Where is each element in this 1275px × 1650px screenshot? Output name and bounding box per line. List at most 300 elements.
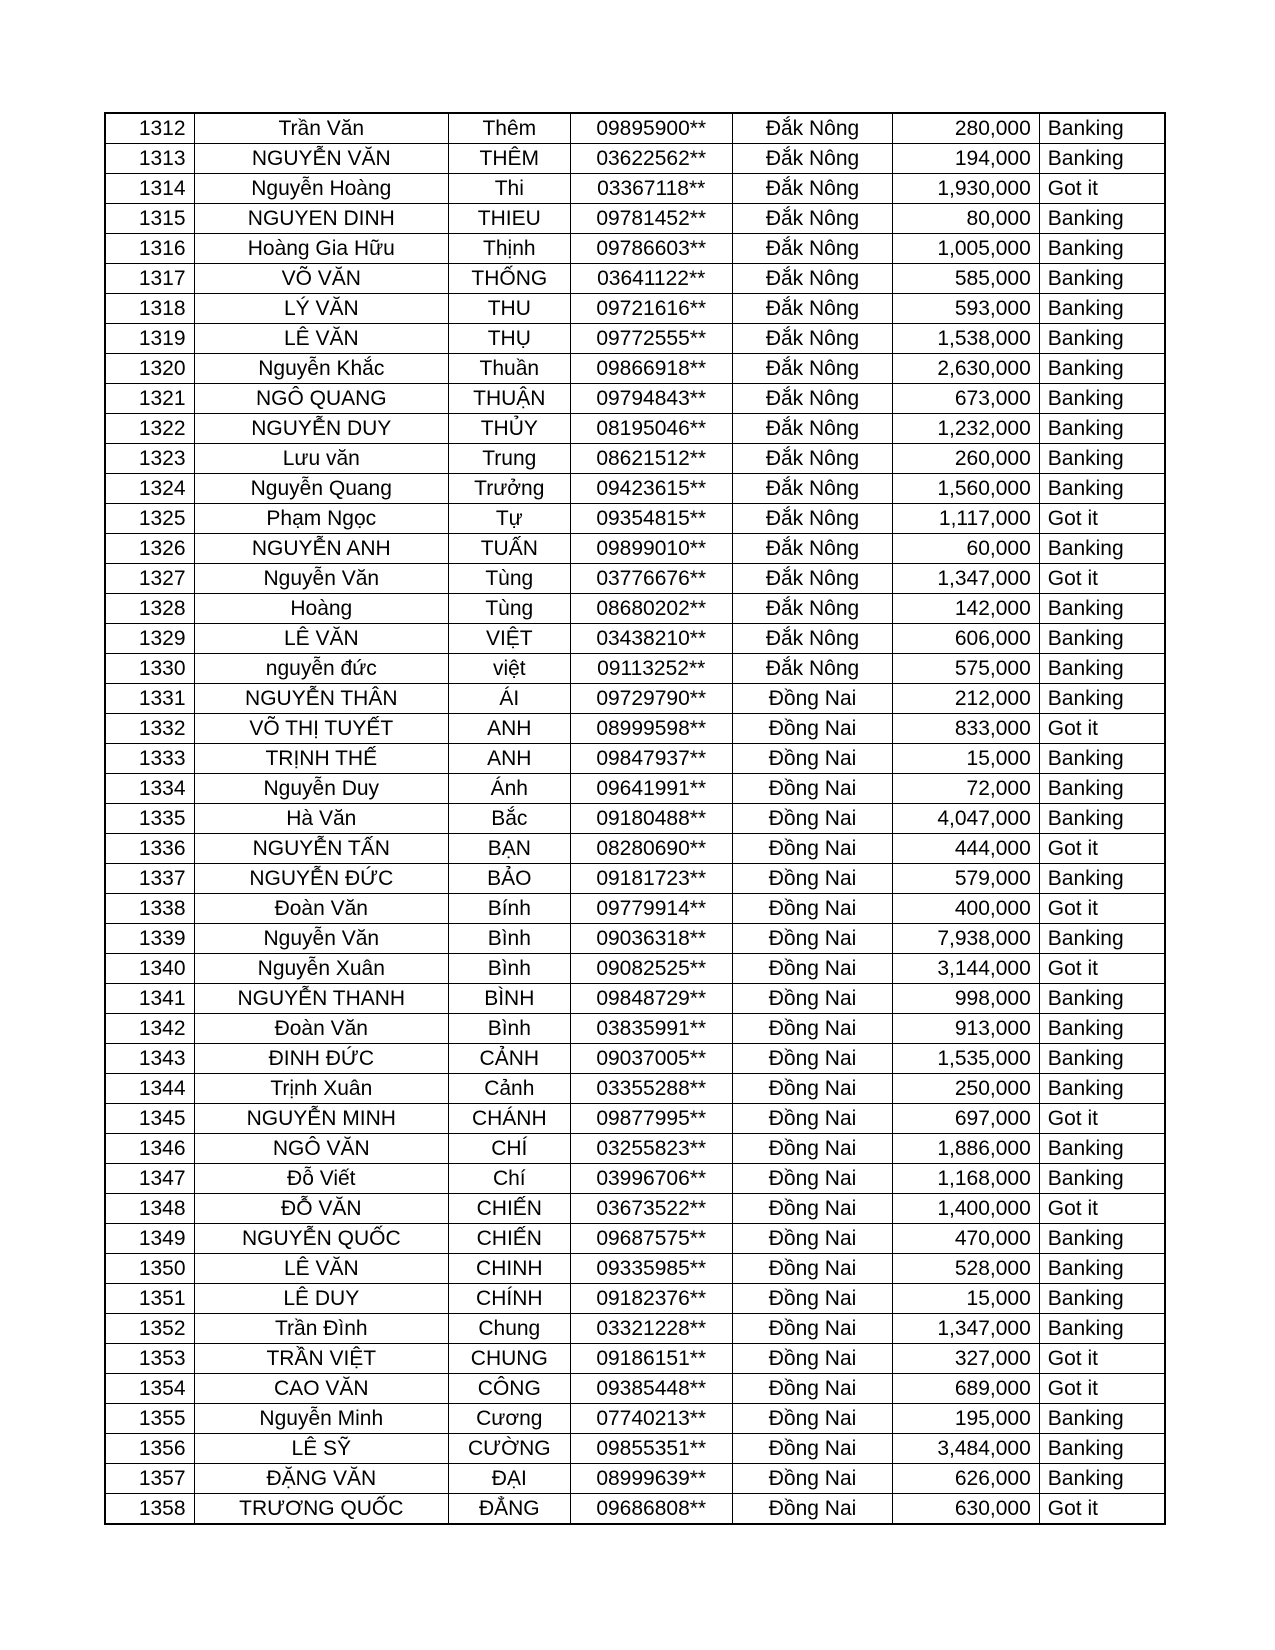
first-name-cell: TUẤN xyxy=(449,534,571,564)
first-name-cell: THU xyxy=(449,294,571,324)
first-name-cell: ÁI xyxy=(449,684,571,714)
table-row xyxy=(105,264,1165,294)
amount-cell: 3,484,000 xyxy=(893,1434,1040,1464)
row-number: 1316 xyxy=(105,234,194,264)
province-cell: Đồng Nai xyxy=(732,744,892,774)
province-cell: Đắk Nông xyxy=(732,474,892,504)
row-number: 1322 xyxy=(105,414,194,444)
phone-cell: 03438210** xyxy=(570,624,732,654)
last-name-cell: NGUYỄN DUY xyxy=(194,414,449,444)
table-row xyxy=(105,174,1165,204)
amount-cell: 673,000 xyxy=(893,384,1040,414)
table-row xyxy=(105,1374,1165,1404)
last-name-cell: Trần Đình xyxy=(194,1314,449,1344)
method-cell: Banking xyxy=(1039,654,1165,684)
table-row xyxy=(105,1404,1165,1434)
phone-cell: 03641122** xyxy=(570,264,732,294)
last-name-cell: TRƯƠNG QUỐC xyxy=(194,1494,449,1525)
last-name-cell: NGÔ VĂN xyxy=(194,1134,449,1164)
phone-cell: 03673522** xyxy=(570,1194,732,1224)
method-cell: Got it xyxy=(1039,834,1165,864)
method-cell: Banking xyxy=(1039,1284,1165,1314)
row-number: 1314 xyxy=(105,174,194,204)
phone-cell: 09855351** xyxy=(570,1434,732,1464)
method-cell: Got it xyxy=(1039,894,1165,924)
last-name-cell: Trịnh Xuân xyxy=(194,1074,449,1104)
method-cell: Banking xyxy=(1039,414,1165,444)
amount-cell: 327,000 xyxy=(893,1344,1040,1374)
row-number: 1338 xyxy=(105,894,194,924)
last-name-cell: Hà Văn xyxy=(194,804,449,834)
first-name-cell: Tự xyxy=(449,504,571,534)
phone-cell: 09354815** xyxy=(570,504,732,534)
table-row xyxy=(105,384,1165,414)
method-cell: Got it xyxy=(1039,1104,1165,1134)
method-cell: Banking xyxy=(1039,1464,1165,1494)
phone-cell: 09180488** xyxy=(570,804,732,834)
last-name-cell: NGUYỄN VĂN xyxy=(194,144,449,174)
row-number: 1341 xyxy=(105,984,194,1014)
last-name-cell: LÊ SỸ xyxy=(194,1434,449,1464)
amount-cell: 528,000 xyxy=(893,1254,1040,1284)
last-name-cell: Nguyễn Quang xyxy=(194,474,449,504)
amount-cell: 1,347,000 xyxy=(893,564,1040,594)
first-name-cell: THỤ xyxy=(449,324,571,354)
phone-cell: 03367118** xyxy=(570,174,732,204)
row-number: 1345 xyxy=(105,1104,194,1134)
table-row xyxy=(105,564,1165,594)
phone-cell: 03355288** xyxy=(570,1074,732,1104)
province-cell: Đồng Nai xyxy=(732,1344,892,1374)
phone-cell: 09794843** xyxy=(570,384,732,414)
province-cell: Đồng Nai xyxy=(732,1104,892,1134)
amount-cell: 7,938,000 xyxy=(893,924,1040,954)
first-name-cell: BẢO xyxy=(449,864,571,894)
first-name-cell: Tùng xyxy=(449,594,571,624)
last-name-cell: TRẦN VIỆT xyxy=(194,1344,449,1374)
phone-cell: 09182376** xyxy=(570,1284,732,1314)
method-cell: Banking xyxy=(1039,684,1165,714)
last-name-cell: Nguyễn Minh xyxy=(194,1404,449,1434)
table-row xyxy=(105,774,1165,804)
province-cell: Đắk Nông xyxy=(732,444,892,474)
last-name-cell: Đoàn Văn xyxy=(194,1014,449,1044)
last-name-cell: Nguyễn Văn xyxy=(194,924,449,954)
first-name-cell: Cương xyxy=(449,1404,571,1434)
last-name-cell: Nguyễn Duy xyxy=(194,774,449,804)
first-name-cell: THIEU xyxy=(449,204,571,234)
province-cell: Đắk Nông xyxy=(732,414,892,444)
last-name-cell: CAO VĂN xyxy=(194,1374,449,1404)
method-cell: Banking xyxy=(1039,294,1165,324)
last-name-cell: Hoàng Gia Hữu xyxy=(194,234,449,264)
last-name-cell: TRỊNH THẾ xyxy=(194,744,449,774)
first-name-cell: Cảnh xyxy=(449,1074,571,1104)
last-name-cell: Phạm Ngọc xyxy=(194,504,449,534)
province-cell: Đồng Nai xyxy=(732,1074,892,1104)
row-number: 1327 xyxy=(105,564,194,594)
table-row xyxy=(105,534,1165,564)
last-name-cell: NGUYỄN TẤN xyxy=(194,834,449,864)
first-name-cell: CHÍ xyxy=(449,1134,571,1164)
amount-cell: 1,538,000 xyxy=(893,324,1040,354)
amount-cell: 833,000 xyxy=(893,714,1040,744)
method-cell: Banking xyxy=(1039,1134,1165,1164)
method-cell: Banking xyxy=(1039,474,1165,504)
province-cell: Đắk Nông xyxy=(732,564,892,594)
row-number: 1328 xyxy=(105,594,194,624)
last-name-cell: Hoàng xyxy=(194,594,449,624)
row-number: 1336 xyxy=(105,834,194,864)
last-name-cell: NGUYỄN ANH xyxy=(194,534,449,564)
amount-cell: 998,000 xyxy=(893,984,1040,1014)
phone-cell: 09772555** xyxy=(570,324,732,354)
phone-cell: 09036318** xyxy=(570,924,732,954)
province-cell: Đắk Nông xyxy=(732,324,892,354)
table-row xyxy=(105,924,1165,954)
province-cell: Đắk Nông xyxy=(732,113,892,144)
table-row xyxy=(105,414,1165,444)
row-number: 1340 xyxy=(105,954,194,984)
method-cell: Banking xyxy=(1039,774,1165,804)
row-number: 1325 xyxy=(105,504,194,534)
province-cell: Đồng Nai xyxy=(732,954,892,984)
row-number: 1315 xyxy=(105,204,194,234)
table-row xyxy=(105,684,1165,714)
amount-cell: 1,400,000 xyxy=(893,1194,1040,1224)
last-name-cell: NGUYỄN MINH xyxy=(194,1104,449,1134)
province-cell: Đồng Nai xyxy=(732,1014,892,1044)
method-cell: Got it xyxy=(1039,1494,1165,1525)
province-cell: Đồng Nai xyxy=(732,1494,892,1525)
first-name-cell: Trưởng xyxy=(449,474,571,504)
last-name-cell: Nguyễn Xuân xyxy=(194,954,449,984)
amount-cell: 1,005,000 xyxy=(893,234,1040,264)
method-cell: Banking xyxy=(1039,354,1165,384)
phone-cell: 09687575** xyxy=(570,1224,732,1254)
first-name-cell: THỐNG xyxy=(449,264,571,294)
table-row xyxy=(105,1494,1165,1525)
method-cell: Got it xyxy=(1039,1344,1165,1374)
phone-cell: 03321228** xyxy=(570,1314,732,1344)
table-row xyxy=(105,984,1165,1014)
row-number: 1319 xyxy=(105,324,194,354)
row-number: 1335 xyxy=(105,804,194,834)
phone-cell: 09781452** xyxy=(570,204,732,234)
amount-cell: 3,144,000 xyxy=(893,954,1040,984)
first-name-cell: ANH xyxy=(449,714,571,744)
phone-cell: 09721616** xyxy=(570,294,732,324)
province-cell: Đồng Nai xyxy=(732,1434,892,1464)
method-cell: Got it xyxy=(1039,174,1165,204)
last-name-cell: VÕ VĂN xyxy=(194,264,449,294)
table-row xyxy=(105,1134,1165,1164)
table-row xyxy=(105,1314,1165,1344)
province-cell: Đắk Nông xyxy=(732,384,892,414)
phone-cell: 09877995** xyxy=(570,1104,732,1134)
province-cell: Đồng Nai xyxy=(732,1464,892,1494)
table-body xyxy=(105,113,1165,1524)
phone-cell: 08999639** xyxy=(570,1464,732,1494)
amount-cell: 1,886,000 xyxy=(893,1134,1040,1164)
method-cell: Got it xyxy=(1039,564,1165,594)
method-cell: Got it xyxy=(1039,504,1165,534)
row-number: 1320 xyxy=(105,354,194,384)
table-row xyxy=(105,444,1165,474)
province-cell: Đắk Nông xyxy=(732,624,892,654)
amount-cell: 212,000 xyxy=(893,684,1040,714)
province-cell: Đồng Nai xyxy=(732,774,892,804)
phone-cell: 09848729** xyxy=(570,984,732,1014)
amount-cell: 585,000 xyxy=(893,264,1040,294)
row-number: 1351 xyxy=(105,1284,194,1314)
row-number: 1331 xyxy=(105,684,194,714)
province-cell: Đồng Nai xyxy=(732,1194,892,1224)
first-name-cell: ANH xyxy=(449,744,571,774)
province-cell: Đồng Nai xyxy=(732,1134,892,1164)
table-row xyxy=(105,1104,1165,1134)
row-number: 1317 xyxy=(105,264,194,294)
method-cell: Banking xyxy=(1039,924,1165,954)
amount-cell: 470,000 xyxy=(893,1224,1040,1254)
table-row xyxy=(105,294,1165,324)
method-cell: Banking xyxy=(1039,1074,1165,1104)
last-name-cell: NGUYỄN THÂN xyxy=(194,684,449,714)
table-row xyxy=(105,144,1165,174)
row-number: 1348 xyxy=(105,1194,194,1224)
phone-cell: 03622562** xyxy=(570,144,732,174)
row-number: 1324 xyxy=(105,474,194,504)
first-name-cell: Bình xyxy=(449,954,571,984)
phone-cell: 08680202** xyxy=(570,594,732,624)
amount-cell: 15,000 xyxy=(893,1284,1040,1314)
province-cell: Đồng Nai xyxy=(732,1284,892,1314)
method-cell: Banking xyxy=(1039,113,1165,144)
first-name-cell: Thuần xyxy=(449,354,571,384)
method-cell: Banking xyxy=(1039,624,1165,654)
method-cell: Banking xyxy=(1039,744,1165,774)
method-cell: Banking xyxy=(1039,204,1165,234)
amount-cell: 1,930,000 xyxy=(893,174,1040,204)
first-name-cell: CHÍNH xyxy=(449,1284,571,1314)
amount-cell: 194,000 xyxy=(893,144,1040,174)
method-cell: Banking xyxy=(1039,234,1165,264)
phone-cell: 09895900** xyxy=(570,113,732,144)
method-cell: Banking xyxy=(1039,1224,1165,1254)
amount-cell: 1,232,000 xyxy=(893,414,1040,444)
method-cell: Banking xyxy=(1039,384,1165,414)
method-cell: Banking xyxy=(1039,144,1165,174)
row-number: 1334 xyxy=(105,774,194,804)
table-row xyxy=(105,1284,1165,1314)
phone-cell: 09113252** xyxy=(570,654,732,684)
table-row xyxy=(105,954,1165,984)
province-cell: Đắk Nông xyxy=(732,534,892,564)
table-row xyxy=(105,204,1165,234)
row-number: 1357 xyxy=(105,1464,194,1494)
province-cell: Đắk Nông xyxy=(732,504,892,534)
phone-cell: 09186151** xyxy=(570,1344,732,1374)
table-row xyxy=(105,234,1165,264)
last-name-cell: ĐẶNG VĂN xyxy=(194,1464,449,1494)
last-name-cell: LÊ VĂN xyxy=(194,324,449,354)
phone-cell: 09082525** xyxy=(570,954,732,984)
table-row xyxy=(105,354,1165,384)
phone-cell: 09786603** xyxy=(570,234,732,264)
method-cell: Banking xyxy=(1039,534,1165,564)
first-name-cell: Bình xyxy=(449,1014,571,1044)
phone-cell: 09181723** xyxy=(570,864,732,894)
method-cell: Banking xyxy=(1039,324,1165,354)
method-cell: Got it xyxy=(1039,954,1165,984)
row-number: 1333 xyxy=(105,744,194,774)
last-name-cell: VÕ THỊ TUYẾT xyxy=(194,714,449,744)
table-row xyxy=(105,1434,1165,1464)
amount-cell: 60,000 xyxy=(893,534,1040,564)
last-name-cell: Nguyễn Văn xyxy=(194,564,449,594)
amount-cell: 1,535,000 xyxy=(893,1044,1040,1074)
last-name-cell: Đỗ Viết xyxy=(194,1164,449,1194)
first-name-cell: Trung xyxy=(449,444,571,474)
province-cell: Đắk Nông xyxy=(732,654,892,684)
row-number: 1349 xyxy=(105,1224,194,1254)
first-name-cell: CÔNG xyxy=(449,1374,571,1404)
first-name-cell: CHÁNH xyxy=(449,1104,571,1134)
province-cell: Đắk Nông xyxy=(732,234,892,264)
province-cell: Đắk Nông xyxy=(732,174,892,204)
phone-cell: 09779914** xyxy=(570,894,732,924)
first-name-cell: CẢNH xyxy=(449,1044,571,1074)
amount-cell: 80,000 xyxy=(893,204,1040,234)
row-number: 1358 xyxy=(105,1494,194,1525)
row-number: 1356 xyxy=(105,1434,194,1464)
method-cell: Banking xyxy=(1039,264,1165,294)
last-name-cell: ĐINH ĐỨC xyxy=(194,1044,449,1074)
method-cell: Banking xyxy=(1039,804,1165,834)
last-name-cell: NGUYEN DINH xyxy=(194,204,449,234)
first-name-cell: THÊM xyxy=(449,144,571,174)
last-name-cell: LÊ VĂN xyxy=(194,1254,449,1284)
method-cell: Banking xyxy=(1039,1164,1165,1194)
method-cell: Got it xyxy=(1039,1194,1165,1224)
table-row xyxy=(105,864,1165,894)
province-cell: Đồng Nai xyxy=(732,984,892,1014)
first-name-cell: CƯỜNG xyxy=(449,1434,571,1464)
phone-cell: 09686808** xyxy=(570,1494,732,1525)
first-name-cell: THỦY xyxy=(449,414,571,444)
row-number: 1318 xyxy=(105,294,194,324)
table-row xyxy=(105,1074,1165,1104)
row-number: 1321 xyxy=(105,384,194,414)
table-row xyxy=(105,474,1165,504)
first-name-cell: Thêm xyxy=(449,113,571,144)
table-row xyxy=(105,894,1165,924)
amount-cell: 1,347,000 xyxy=(893,1314,1040,1344)
row-number: 1332 xyxy=(105,714,194,744)
table-row xyxy=(105,654,1165,684)
last-name-cell: NGUYỄN ĐỨC xyxy=(194,864,449,894)
phone-cell: 03835991** xyxy=(570,1014,732,1044)
first-name-cell: CHIẾN xyxy=(449,1194,571,1224)
row-number: 1323 xyxy=(105,444,194,474)
table-row xyxy=(105,624,1165,654)
last-name-cell: LÊ VĂN xyxy=(194,624,449,654)
province-cell: Đồng Nai xyxy=(732,1314,892,1344)
amount-cell: 2,630,000 xyxy=(893,354,1040,384)
phone-cell: 09335985** xyxy=(570,1254,732,1284)
row-number: 1313 xyxy=(105,144,194,174)
province-cell: Đắk Nông xyxy=(732,354,892,384)
table-row xyxy=(105,1014,1165,1044)
last-name-cell: Nguyễn Khắc xyxy=(194,354,449,384)
phone-cell: 08999598** xyxy=(570,714,732,744)
phone-cell: 09385448** xyxy=(570,1374,732,1404)
amount-cell: 606,000 xyxy=(893,624,1040,654)
last-name-cell: NGUYỄN THANH xyxy=(194,984,449,1014)
table-row xyxy=(105,1344,1165,1374)
amount-cell: 444,000 xyxy=(893,834,1040,864)
table-row xyxy=(105,1044,1165,1074)
first-name-cell: Bính xyxy=(449,894,571,924)
province-cell: Đồng Nai xyxy=(732,1164,892,1194)
amount-cell: 15,000 xyxy=(893,744,1040,774)
phone-cell: 09037005** xyxy=(570,1044,732,1074)
method-cell: Banking xyxy=(1039,1254,1165,1284)
method-cell: Banking xyxy=(1039,864,1165,894)
phone-cell: 08280690** xyxy=(570,834,732,864)
first-name-cell: CHIẾN xyxy=(449,1224,571,1254)
row-number: 1346 xyxy=(105,1134,194,1164)
province-cell: Đồng Nai xyxy=(732,1224,892,1254)
method-cell: Banking xyxy=(1039,594,1165,624)
row-number: 1355 xyxy=(105,1404,194,1434)
last-name-cell: Trần Văn xyxy=(194,113,449,144)
row-number: 1342 xyxy=(105,1014,194,1044)
amount-cell: 1,117,000 xyxy=(893,504,1040,534)
amount-cell: 260,000 xyxy=(893,444,1040,474)
amount-cell: 626,000 xyxy=(893,1464,1040,1494)
last-name-cell: Nguyễn Hoàng xyxy=(194,174,449,204)
province-cell: Đồng Nai xyxy=(732,864,892,894)
phone-cell: 07740213** xyxy=(570,1404,732,1434)
province-cell: Đồng Nai xyxy=(732,1044,892,1074)
row-number: 1330 xyxy=(105,654,194,684)
row-number: 1353 xyxy=(105,1344,194,1374)
province-cell: Đồng Nai xyxy=(732,714,892,744)
province-cell: Đồng Nai xyxy=(732,894,892,924)
recipient-table xyxy=(104,112,1166,1525)
amount-cell: 142,000 xyxy=(893,594,1040,624)
first-name-cell: THUẬN xyxy=(449,384,571,414)
first-name-cell: Bình xyxy=(449,924,571,954)
amount-cell: 1,168,000 xyxy=(893,1164,1040,1194)
first-name-cell: Bắc xyxy=(449,804,571,834)
row-number: 1344 xyxy=(105,1074,194,1104)
row-number: 1337 xyxy=(105,864,194,894)
row-number: 1329 xyxy=(105,624,194,654)
first-name-cell: ĐẲNG xyxy=(449,1494,571,1525)
last-name-cell: LÝ VĂN xyxy=(194,294,449,324)
phone-cell: 09423615** xyxy=(570,474,732,504)
table-row xyxy=(105,714,1165,744)
row-number: 1312 xyxy=(105,113,194,144)
phone-cell: 03996706** xyxy=(570,1164,732,1194)
first-name-cell: Chí xyxy=(449,1164,571,1194)
phone-cell: 09899010** xyxy=(570,534,732,564)
first-name-cell: ĐẠI xyxy=(449,1464,571,1494)
phone-cell: 09729790** xyxy=(570,684,732,714)
province-cell: Đồng Nai xyxy=(732,1374,892,1404)
